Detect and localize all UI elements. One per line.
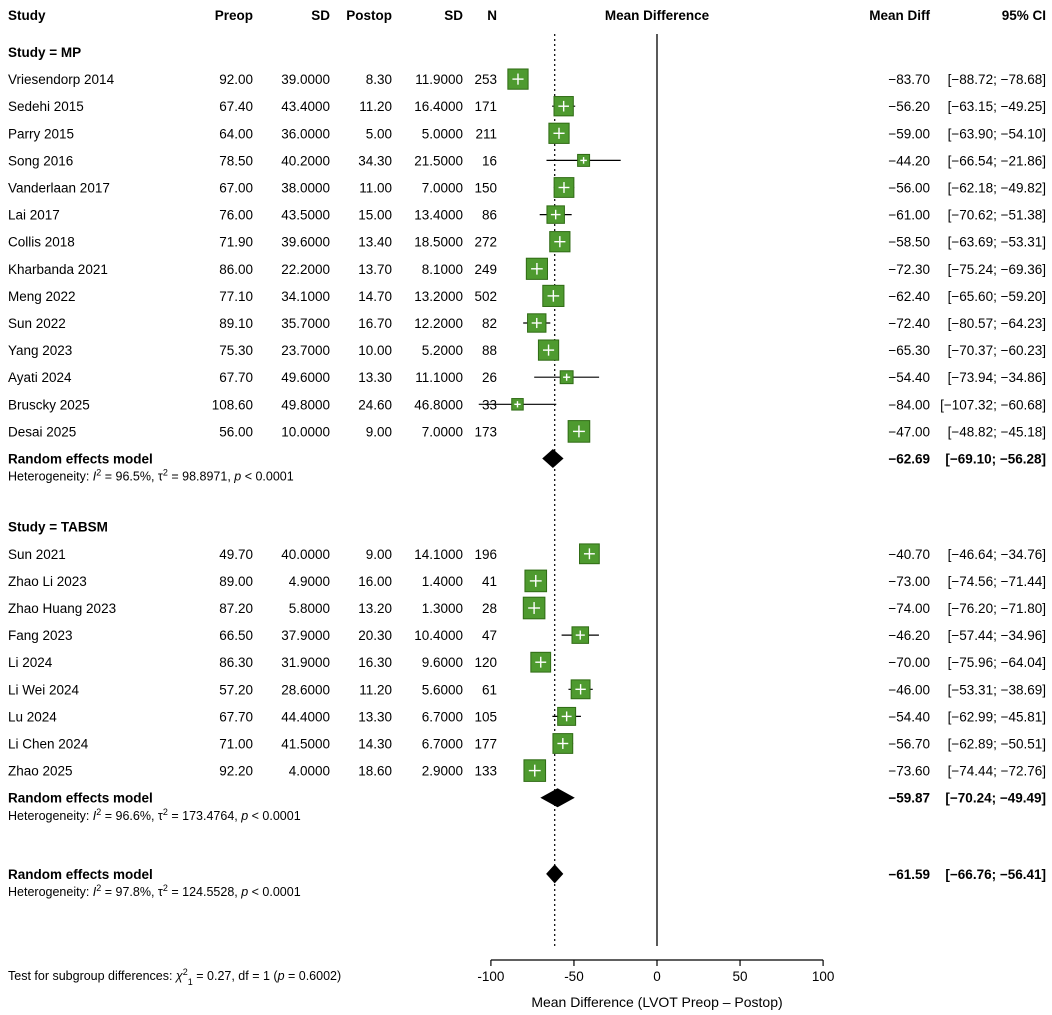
row-sd2: 8.1000 [421,261,463,277]
row-n: 249 [474,261,497,277]
row-n: 120 [474,655,497,671]
row-n: 16 [481,153,497,169]
row-postop: 5.00 [365,126,392,142]
row-n: 33 [481,397,497,413]
row-sd2: 2.9000 [421,763,463,779]
row-mean-diff: −44.20 [888,153,930,169]
row-study-label: Vriesendorp 2014 [8,72,115,88]
row-ci: [−53.31; −38.69] [947,682,1046,698]
row-study-label: Bruscky 2025 [8,397,90,413]
row-preop: 57.20 [219,682,253,698]
row-postop: 14.30 [358,736,392,752]
row-mean-diff: −54.40 [888,370,930,386]
summary-mean-diff: −61.59 [888,866,930,882]
summary-label: Random effects model [8,866,153,882]
row-study-label: Lai 2017 [8,207,60,223]
col-header-n: N [487,8,497,23]
col-header-ci: 95% CI [1001,8,1046,23]
row-preop: 75.30 [219,343,253,359]
heterogeneity-text: Heterogeneity: $I^2 = 97.8\%$, $\tau^2 = 124.5528$, p < 0.0001 [8,883,301,899]
row-mean-diff: −65.30 [888,343,930,359]
col-header-mean-difference: Mean Difference [604,8,710,23]
row-preop: 67.70 [219,370,253,386]
row-ci: [−48.82; −45.18] [947,424,1046,440]
row-study-label: Fang 2023 [8,628,73,644]
row-sd2: 7.0000 [421,180,463,196]
row-preop: 67.70 [219,709,253,725]
col-header-study: Study [8,8,46,23]
summary-ci: [−69.10; −56.28] [945,451,1046,467]
summary-ci: [−70.24; −49.49] [945,790,1046,806]
row-sd2: 16.4000 [414,99,463,115]
row-mean-diff: −61.00 [888,207,930,223]
row-ci: [−74.44; −72.76] [947,763,1046,779]
row-postop: 14.70 [358,288,392,304]
row-sd2: 18.5000 [414,234,463,250]
row-sd2: 13.2000 [414,288,463,304]
group-header: Study = TABSM [8,519,108,535]
row-study-label: Li Wei 2024 [8,682,80,698]
row-mean-diff: −62.40 [888,288,930,304]
row-mean-diff: −40.70 [888,546,930,562]
row-postop: 15.00 [358,207,392,223]
row-sd1: 43.5000 [281,207,330,223]
row-mean-diff: −70.00 [888,655,930,671]
row-study-label: Sun 2021 [8,546,66,562]
row-ci: [−76.20; −71.80] [947,601,1046,616]
row-ci: [−74.56; −71.44] [947,573,1046,589]
row-ci: [−46.64; −34.76] [947,546,1046,562]
row-study-label: Kharbanda 2021 [8,261,108,277]
row-sd1: 49.8000 [281,397,330,413]
x-axis-label: Mean Difference (LVOT Preop – Postop) [531,994,783,1010]
row-sd1: 41.5000 [281,736,330,752]
row-ci: [−62.18; −49.82] [947,180,1046,196]
row-sd1: 38.0000 [281,180,330,196]
row-sd1: 28.6000 [281,682,330,698]
row-mean-diff: −59.00 [888,126,930,142]
row-ci: [−75.24; −69.36] [947,261,1046,277]
row-postop: 13.40 [358,234,392,250]
row-n: 88 [481,343,497,359]
row-sd2: 11.1000 [415,370,463,386]
row-mean-diff: −83.70 [888,72,930,88]
row-study-label: Song 2016 [8,153,74,169]
row-n: 211 [475,126,497,142]
row-sd2: 5.2000 [421,343,463,359]
row-sd2: 1.4000 [421,573,463,589]
row-mean-diff: −46.20 [888,628,930,644]
row-mean-diff: −72.30 [888,261,930,277]
row-sd2: 12.2000 [414,316,463,331]
row-sd1: 5.8000 [288,601,330,616]
row-study-label: Collis 2018 [8,234,75,250]
x-axis-tick-label: 100 [811,969,835,984]
row-postop: 13.30 [358,709,392,725]
x-axis-tick-label: 0 [653,969,661,984]
row-postop: 18.60 [358,763,392,779]
row-mean-diff: −84.00 [888,397,930,413]
row-preop: 64.00 [219,126,253,142]
row-preop: 86.00 [219,261,253,277]
row-sd1: 40.2000 [281,153,330,169]
row-ci: [−70.62; −51.38] [947,207,1046,223]
x-axis-tick-label: -50 [564,969,584,984]
row-n: 47 [481,628,497,644]
row-sd2: 5.0000 [421,126,463,142]
row-n: 253 [474,72,497,88]
row-ci: [−80.57; −64.23] [947,316,1046,331]
row-n: 133 [474,763,497,779]
row-mean-diff: −58.50 [888,234,930,250]
row-n: 173 [474,424,497,440]
row-preop: 49.70 [219,546,253,562]
row-n: 502 [474,288,497,304]
row-preop: 66.50 [219,628,253,644]
row-postop: 16.70 [358,316,392,331]
row-sd1: 49.6000 [281,370,330,386]
row-n: 177 [474,736,497,752]
col-header-mean-diff: Mean Diff [869,8,930,23]
row-postop: 9.00 [365,424,392,440]
row-n: 26 [481,370,497,386]
row-sd2: 14.1000 [414,546,463,562]
row-sd1: 36.0000 [281,126,330,142]
row-n: 171 [474,99,497,115]
row-sd1: 4.9000 [288,573,330,589]
row-sd1: 34.1000 [281,288,330,304]
row-sd1: 40.0000 [281,546,330,562]
row-n: 105 [474,709,497,725]
row-postop: 13.70 [358,261,392,277]
row-preop: 78.50 [219,153,253,169]
row-preop: 92.20 [219,763,253,779]
row-mean-diff: −74.00 [888,601,930,616]
group-header: Study = MP [8,45,82,60]
row-mean-diff: −54.40 [888,709,930,725]
row-preop: 89.00 [219,573,253,589]
row-n: 28 [481,601,497,616]
row-sd1: 4.0000 [288,763,330,779]
row-mean-diff: −73.60 [888,763,930,779]
row-n: 61 [481,682,497,698]
row-mean-diff: −46.00 [888,682,930,698]
row-study-label: Meng 2022 [8,288,76,304]
row-preop: 71.00 [219,736,253,752]
row-sd1: 44.4000 [281,709,330,725]
row-preop: 86.30 [219,655,253,671]
row-study-label: Parry 2015 [8,126,75,142]
summary-label: Random effects model [8,451,153,467]
row-postop: 13.20 [358,601,392,616]
row-sd2: 21.5000 [414,153,463,169]
row-preop: 87.20 [219,601,253,616]
row-preop: 67.00 [219,180,253,196]
row-preop: 67.40 [219,99,253,115]
row-study-label: Li Chen 2024 [8,736,89,752]
row-study-label: Li 2024 [8,655,53,671]
row-postop: 11.20 [359,682,392,698]
row-study-label: Vanderlaan 2017 [8,180,110,196]
row-postop: 13.30 [358,370,392,386]
heterogeneity-text: Heterogeneity: $I^2 = 96.5\%$, $\tau^2 = 98.8971$, p < 0.0001 [8,467,294,484]
row-study-label: Sun 2022 [8,316,66,331]
summary-diamond [540,788,574,807]
x-axis-tick-label: 50 [732,969,748,984]
row-study-label: Lu 2024 [8,709,57,725]
row-study-label: Zhao 2025 [8,763,73,779]
col-header-sd1: SD [311,8,330,23]
row-sd1: 39.0000 [281,72,330,88]
row-ci: [−107.32; −60.68] [940,397,1046,413]
summary-label: Random effects model [8,790,153,806]
x-axis-tick-label: -100 [477,969,505,984]
row-study-label: Yang 2023 [8,343,73,359]
row-sd2: 6.7000 [421,736,463,752]
row-mean-diff: −56.20 [888,99,930,115]
row-preop: 76.00 [219,207,253,223]
row-ci: [−63.15; −49.25] [947,99,1046,115]
row-sd1: 43.4000 [281,99,330,115]
row-postop: 9.00 [365,546,392,562]
summary-mean-diff: −59.87 [888,790,930,806]
row-sd1: 10.0000 [281,424,330,440]
summary-diamond [542,449,563,468]
heterogeneity-text: Heterogeneity: $I^2 = 96.6\%$, $\tau^2 = 173.4764$, p < 0.0001 [8,806,301,823]
row-ci: [−65.60; −59.20] [947,288,1046,304]
row-sd2: 9.6000 [421,655,463,671]
row-n: 272 [474,234,497,250]
row-preop: 108.60 [211,397,253,413]
row-ci: [−66.54; −21.86] [947,153,1046,169]
row-postop: 10.00 [358,343,392,359]
row-study-label: Ayati 2024 [8,370,72,386]
row-ci: [−70.37; −60.23] [947,343,1046,359]
row-preop: 89.10 [219,316,253,331]
row-postop: 8.30 [365,72,392,88]
row-mean-diff: −73.00 [888,573,930,589]
row-ci: [−57.44; −34.96] [947,628,1046,644]
row-sd1: 37.9000 [281,628,330,644]
row-sd1: 35.7000 [281,316,330,331]
row-sd2: 5.6000 [421,682,463,698]
row-sd2: 10.4000 [414,628,463,644]
row-study-label: Sedehi 2015 [8,99,84,115]
row-n: 196 [474,546,497,562]
row-sd2: 7.0000 [421,424,463,440]
row-sd1: 39.6000 [281,234,330,250]
row-ci: [−62.89; −50.51] [947,736,1046,752]
row-study-label: Zhao Li 2023 [8,573,87,589]
row-sd2: 13.4000 [414,207,463,223]
summary-mean-diff: −62.69 [888,451,930,467]
row-preop: 92.00 [219,72,253,88]
row-mean-diff: −47.00 [888,424,930,440]
row-study-label: Zhao Huang 2023 [8,601,117,616]
row-ci: [−63.69; −53.31] [947,234,1046,250]
row-postop: 34.30 [358,153,392,169]
row-sd2: 46.8000 [414,397,463,413]
row-ci: [−75.96; −64.04] [947,655,1046,671]
summary-ci: [−66.76; −56.41] [945,866,1046,882]
row-mean-diff: −56.00 [888,180,930,196]
row-ci: [−73.94; −34.86] [947,370,1046,386]
row-postop: 16.00 [358,573,392,589]
subgroup-difference-test: Test for subgroup differences: $\chi^2_1 = 0.27$, df = 1 (p = 0.6002) [8,967,342,987]
row-preop: 56.00 [219,424,253,440]
row-sd1: 22.2000 [281,261,330,277]
row-sd1: 31.9000 [281,655,330,671]
row-n: 41 [481,573,497,589]
row-sd2: 1.3000 [421,601,463,616]
row-n: 86 [481,207,497,223]
row-ci: [−63.90; −54.10] [947,126,1046,142]
col-header-postop: Postop [346,8,392,23]
row-mean-diff: −56.70 [888,736,930,752]
col-header-sd2: SD [444,8,463,23]
row-mean-diff: −72.40 [888,316,930,331]
row-sd2: 11.9000 [415,72,463,88]
row-postop: 11.00 [359,180,392,196]
summary-diamond [546,864,563,883]
row-sd2: 6.7000 [421,709,463,725]
row-preop: 71.90 [219,234,253,250]
row-postop: 11.20 [359,99,392,115]
row-study-label: Desai 2025 [8,424,77,440]
row-preop: 77.10 [219,288,253,304]
row-postop: 20.30 [358,628,392,644]
row-ci: [−88.72; −78.68] [947,72,1046,88]
row-n: 150 [474,180,497,196]
row-postop: 16.30 [358,655,392,671]
col-header-preop: Preop [214,8,253,23]
row-ci: [−62.99; −45.81] [947,709,1046,725]
row-sd1: 23.7000 [281,343,330,359]
row-n: 82 [481,316,497,331]
row-postop: 24.60 [358,397,392,413]
